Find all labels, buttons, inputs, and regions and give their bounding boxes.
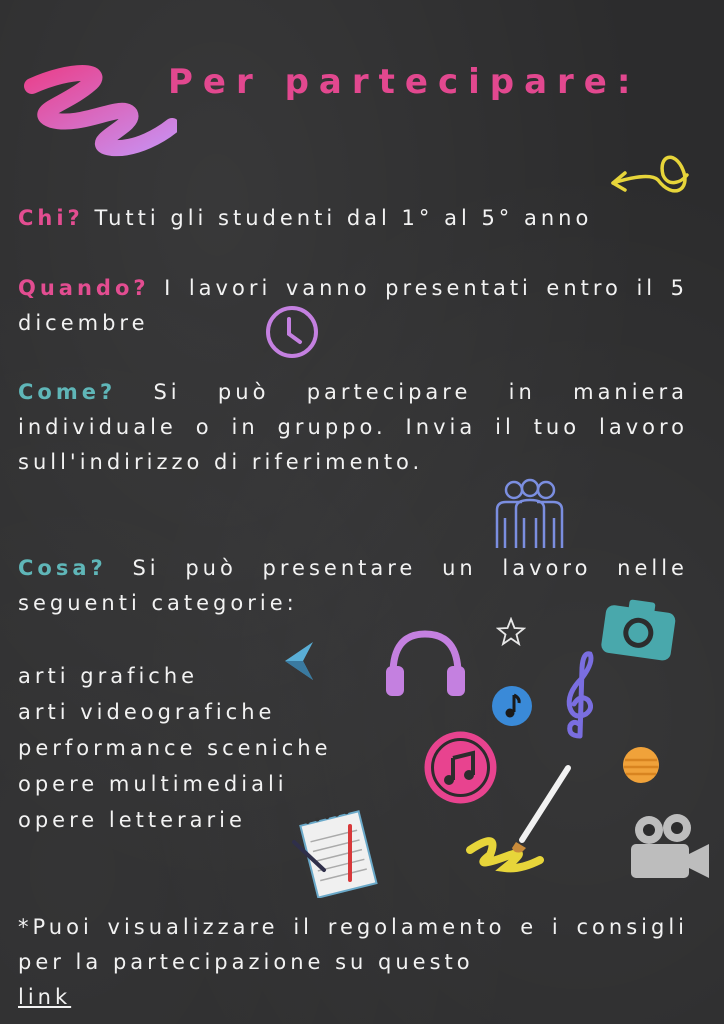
group-icon [492,478,567,550]
list-item: arti grafiche [18,664,199,688]
come-text: Si può partecipare in maniera individuale o in gruppo. Invia il tuo lavoro sull'indirizzo di riferimento. [18,380,689,474]
regulation-link[interactable]: link [18,985,72,1009]
list-item: opere letterarie [18,808,246,832]
video-camera-icon [627,810,712,880]
section-come [18,375,688,480]
chi-label: Chi? [18,206,84,230]
section-chi [18,201,698,236]
quando-text: I lavori vanno presentati entro il 5 dicembre [18,276,689,335]
cosa-label: Cosa? [18,556,107,580]
list-item: arti videografiche [18,700,276,724]
music-note-icon [491,685,533,727]
star-icon [496,617,526,647]
paintbrush-icon [450,760,580,885]
cosa-text: Si può presentare un lavoro nelle seguenti categorie: [18,556,688,615]
brush-stroke [12,62,177,157]
treble-clef-icon [560,648,598,740]
headphones-icon [383,626,468,701]
come-label: Come? [18,380,117,404]
section-cosa [18,551,688,621]
camera-icon [600,595,680,661]
chi-text: Tutti gli studenti dal 1° al 5° anno [94,206,593,230]
quando-label: Quando? [18,276,150,300]
categories-list [18,658,378,838]
footer-note [18,910,688,1015]
footer-text: *Puoi visualizzare il regolamento e i consigli per la partecipazione su questo [18,915,688,974]
planet-icon [622,746,660,784]
section-quando [18,271,688,341]
list-item: opere multimediali [18,772,288,796]
clock-icon [262,305,322,360]
page-title: Per partecipare: [168,62,641,102]
list-item: performance sceniche [18,736,332,760]
